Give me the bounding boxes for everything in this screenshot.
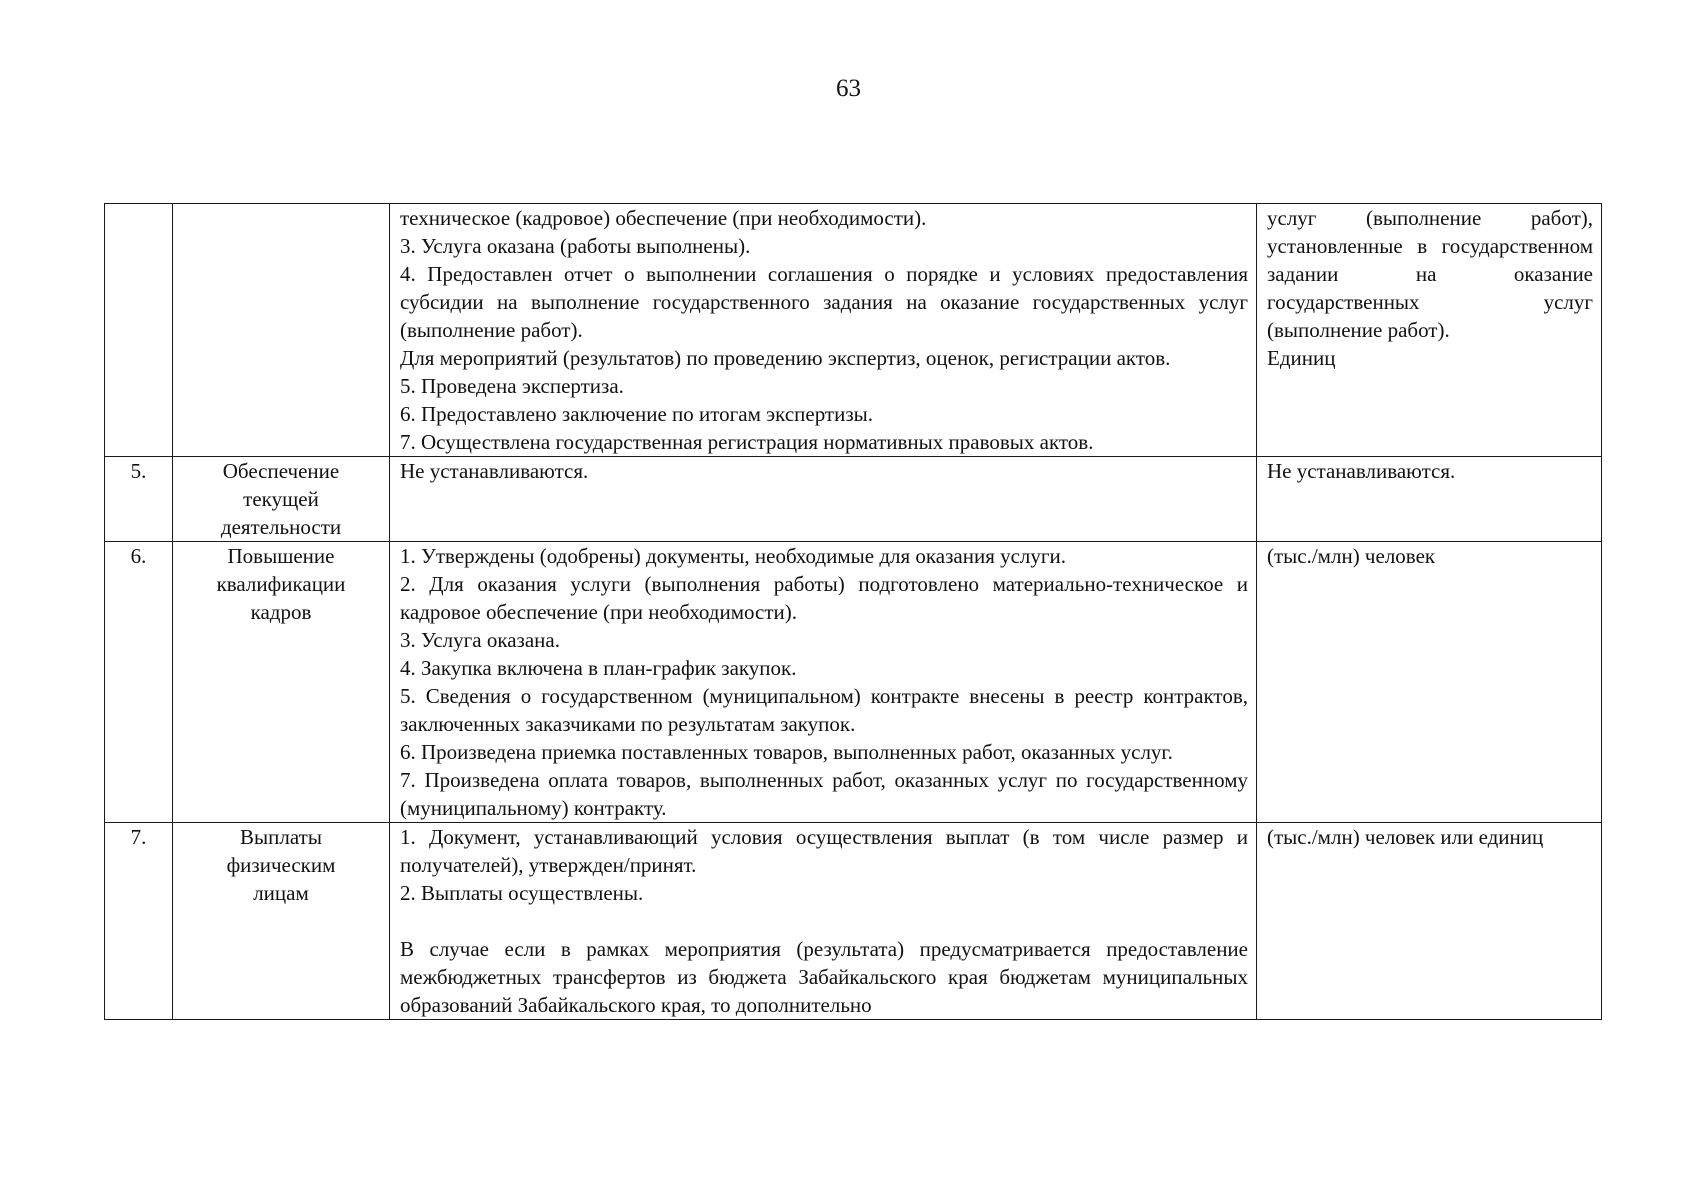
unit-item: услуг (выполнение работ), установленные в государственном задании на оказание государственных услуг (выполнение работ). (1267, 206, 1593, 342)
row-number: 6. (105, 542, 173, 823)
result-item: Не устанавливаются. (400, 459, 589, 483)
measure-name-line: квалификации (216, 572, 346, 596)
result-item: В случае если в рамках мероприятия (результата) предусматривается предоставление межбюджетных трансфертов из бюджета Забайкальского края бюджетам муниципальных образований Забайкальского края, то дополнительно (400, 937, 1248, 1017)
unit-item: Не устанавливаются. (1267, 459, 1456, 483)
measure-name-line: текущей (243, 487, 319, 511)
measure-name (173, 823, 390, 1020)
result-item: 6. Произведена приемка поставленных товаров, выполненных работ, оказанных услуг. (400, 740, 1173, 764)
results-cell (390, 542, 1257, 823)
measure-name-line: деятельности (220, 515, 342, 539)
measure-name-line: кадров (250, 600, 312, 624)
page-number: 63 (836, 75, 861, 102)
result-item: 3. Услуга оказана. (400, 628, 560, 652)
result-item: техническое (кадровое) обеспечение (при необходимости). (400, 206, 927, 230)
result-item: 6. Предоставлено заключение по итогам экспертизы. (400, 402, 874, 426)
results-cell (390, 823, 1257, 1020)
result-item: 1. Документ, устанавливающий условия осуществления выплат (в том числе размер и получателей), утвержден/принят. (400, 825, 1248, 877)
paragraph-gap (400, 907, 1248, 935)
result-item: 5. Сведения о государственном (муниципальном) контракте внесены в реестр контрактов, заключенных заказчиками по результатам закупок. (400, 684, 1248, 736)
result-item: 4. Предоставлен отчет о выполнении соглашения о порядке и условиях предоставления субсидии на выполнение государственного задания на оказание государственных услуг (выполнение работ). (400, 262, 1248, 342)
table-row (105, 823, 1602, 1020)
unit-item: (тыс./млн) человек или единиц (1267, 825, 1544, 849)
measure-name-line: физическим (226, 853, 336, 877)
result-item: 5. Проведена экспертиза. (400, 374, 624, 398)
result-item: Для мероприятий (результатов) по проведению экспертиз, оценок, регистрации актов. (400, 346, 1171, 370)
unit-cell (1257, 823, 1602, 1020)
measure-name-line: лицам (253, 881, 309, 905)
results-cell (390, 204, 1257, 457)
result-item: 2. Для оказания услуги (выполнения работы) подготовлено материально-техническое и кадровое обеспечение (при необходимости). (400, 572, 1248, 624)
unit-cell (1257, 542, 1602, 823)
measures-table (104, 203, 1602, 1020)
result-item: 3. Услуга оказана (работы выполнены). (400, 234, 751, 258)
result-item: 4. Закупка включена в план-график закупок. (400, 656, 797, 680)
measure-name-line: Обеспечение (222, 459, 340, 483)
result-item: 7. Произведена оплата товаров, выполненных работ, оказанных услуг по государственному (муниципальному) контракту. (400, 768, 1248, 820)
row-number (105, 204, 173, 457)
result-item: 1. Утверждены (одобрены) документы, необходимые для оказания услуги. (400, 544, 1067, 568)
measure-name (173, 204, 390, 457)
table-row (105, 204, 1602, 457)
unit-item: Единиц (1267, 346, 1336, 370)
results-cell (390, 457, 1257, 542)
measure-name (173, 542, 390, 823)
row-number: 7. (105, 823, 173, 1020)
table-row (105, 457, 1602, 542)
table-row (105, 542, 1602, 823)
result-item: 2. Выплаты осуществлены. (400, 881, 644, 905)
unit-item: (тыс./млн) человек (1267, 544, 1436, 568)
result-item: 7. Осуществлена государственная регистрация нормативных правовых актов. (400, 430, 1094, 454)
measure-name-line: Выплаты (240, 825, 322, 849)
measure-name (173, 457, 390, 542)
row-number: 5. (105, 457, 173, 542)
measure-name-line: Повышение (227, 544, 335, 568)
unit-cell (1257, 457, 1602, 542)
unit-cell (1257, 204, 1602, 457)
